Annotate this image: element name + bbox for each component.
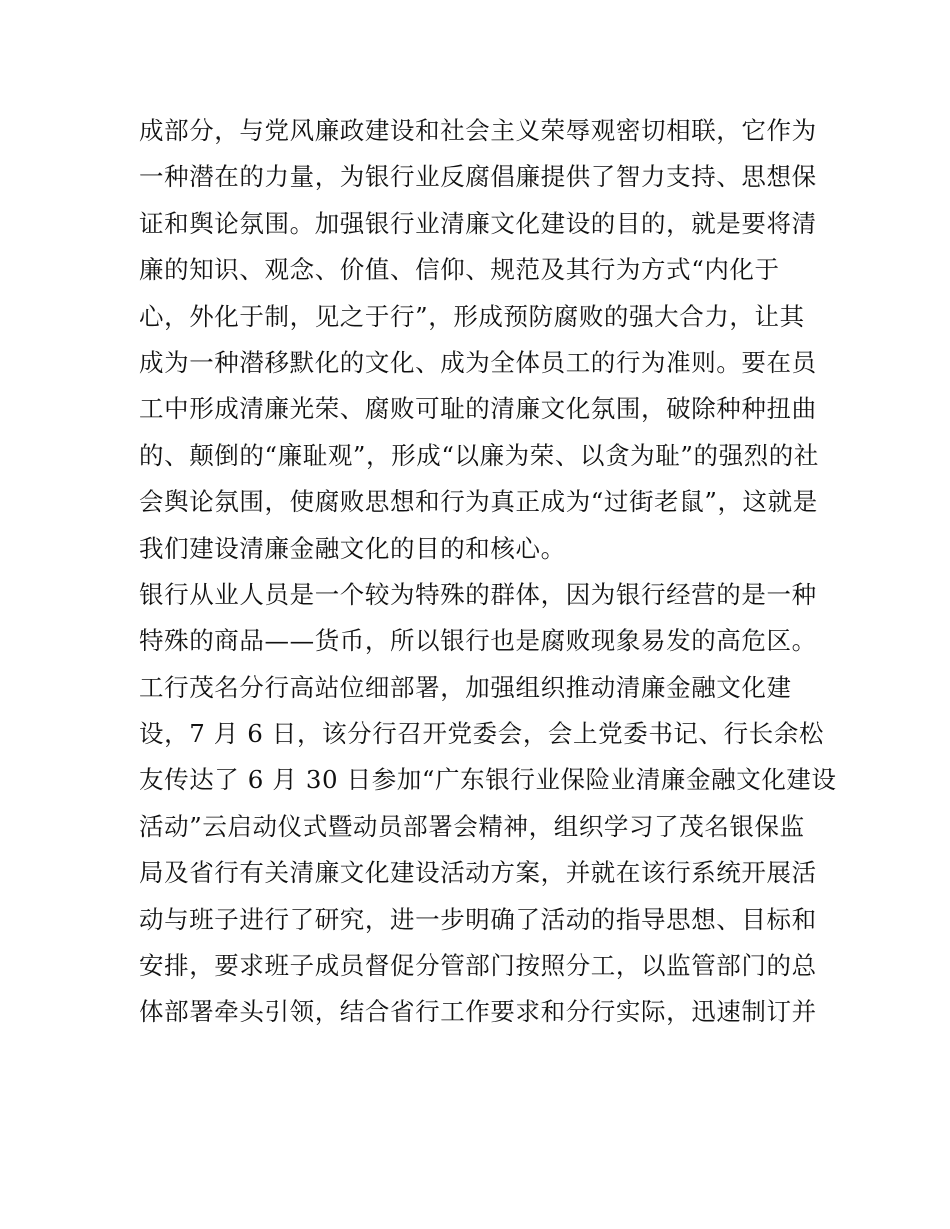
- text-line: 的、颠倒的“廉耻观”，形成“以廉为荣、以贪为耻”的强烈的社: [139, 440, 819, 470]
- text-line: 成为一种潜移默化的文化、成为全体员工的行为准则。要在员: [139, 347, 817, 377]
- text-line: 工中形成清廉光荣、腐败可耻的清廉文化氛围，破除种种扭曲: [139, 394, 817, 424]
- text-line: 设，7 月 6 日，该分行召开党委会，会上党委书记、行长余松: [139, 719, 825, 749]
- text-line: 心，外化于制，见之于行”，形成预防腐败的强大合力，让其: [139, 301, 805, 331]
- text-line: 动与班子进行了研究，进一步明确了活动的指导思想、目标和: [139, 904, 817, 934]
- text-line: 安排，要求班子成员督促分管部门按照分工，以监管部门的总: [139, 951, 817, 981]
- text-line: 一种潜在的力量，为银行业反腐倡廉提供了智力支持、思想保: [139, 162, 817, 192]
- text-line: 局及省行有关清廉文化建设活动方案，并就在该行系统开展活: [139, 858, 817, 888]
- text-line: 友传达了 6 月 30 日参加“广东银行业保险业清廉金融文化建设: [139, 765, 837, 795]
- text-line: 特殊的商品——货币，所以银行也是腐败现象易发的高危区。: [139, 626, 817, 656]
- text-line: 体部署牵头引领，结合省行工作要求和分行实际，迅速制订并: [139, 997, 817, 1027]
- text-line: 会舆论氛围，使腐败思想和行为真正成为“过街老鼠”，这就是: [139, 487, 818, 517]
- text-line: 工行茂名分行高站位细部署，加强组织推动清廉金融文化建: [139, 672, 792, 702]
- text-line: 银行从业人员是一个较为特殊的群体，因为银行经营的是一种: [139, 579, 817, 609]
- text-line: 成部分，与党风廉政建设和社会主义荣辱观密切相联，它作为: [139, 116, 817, 145]
- text-line: 廉的知识、观念、价值、信仰、规范及其行为方式“内化于: [139, 255, 780, 285]
- text-line: 活动”云启动仪式暨动员部署会精神，组织学习了茂名银保监: [139, 811, 805, 841]
- text-line: 我们建设清廉金融文化的目的和核心。: [139, 533, 566, 563]
- body-text: [139, 108, 837, 1036]
- text-line: 证和舆论氛围。加强银行业清廉文化建设的目的，就是要将清: [139, 208, 817, 238]
